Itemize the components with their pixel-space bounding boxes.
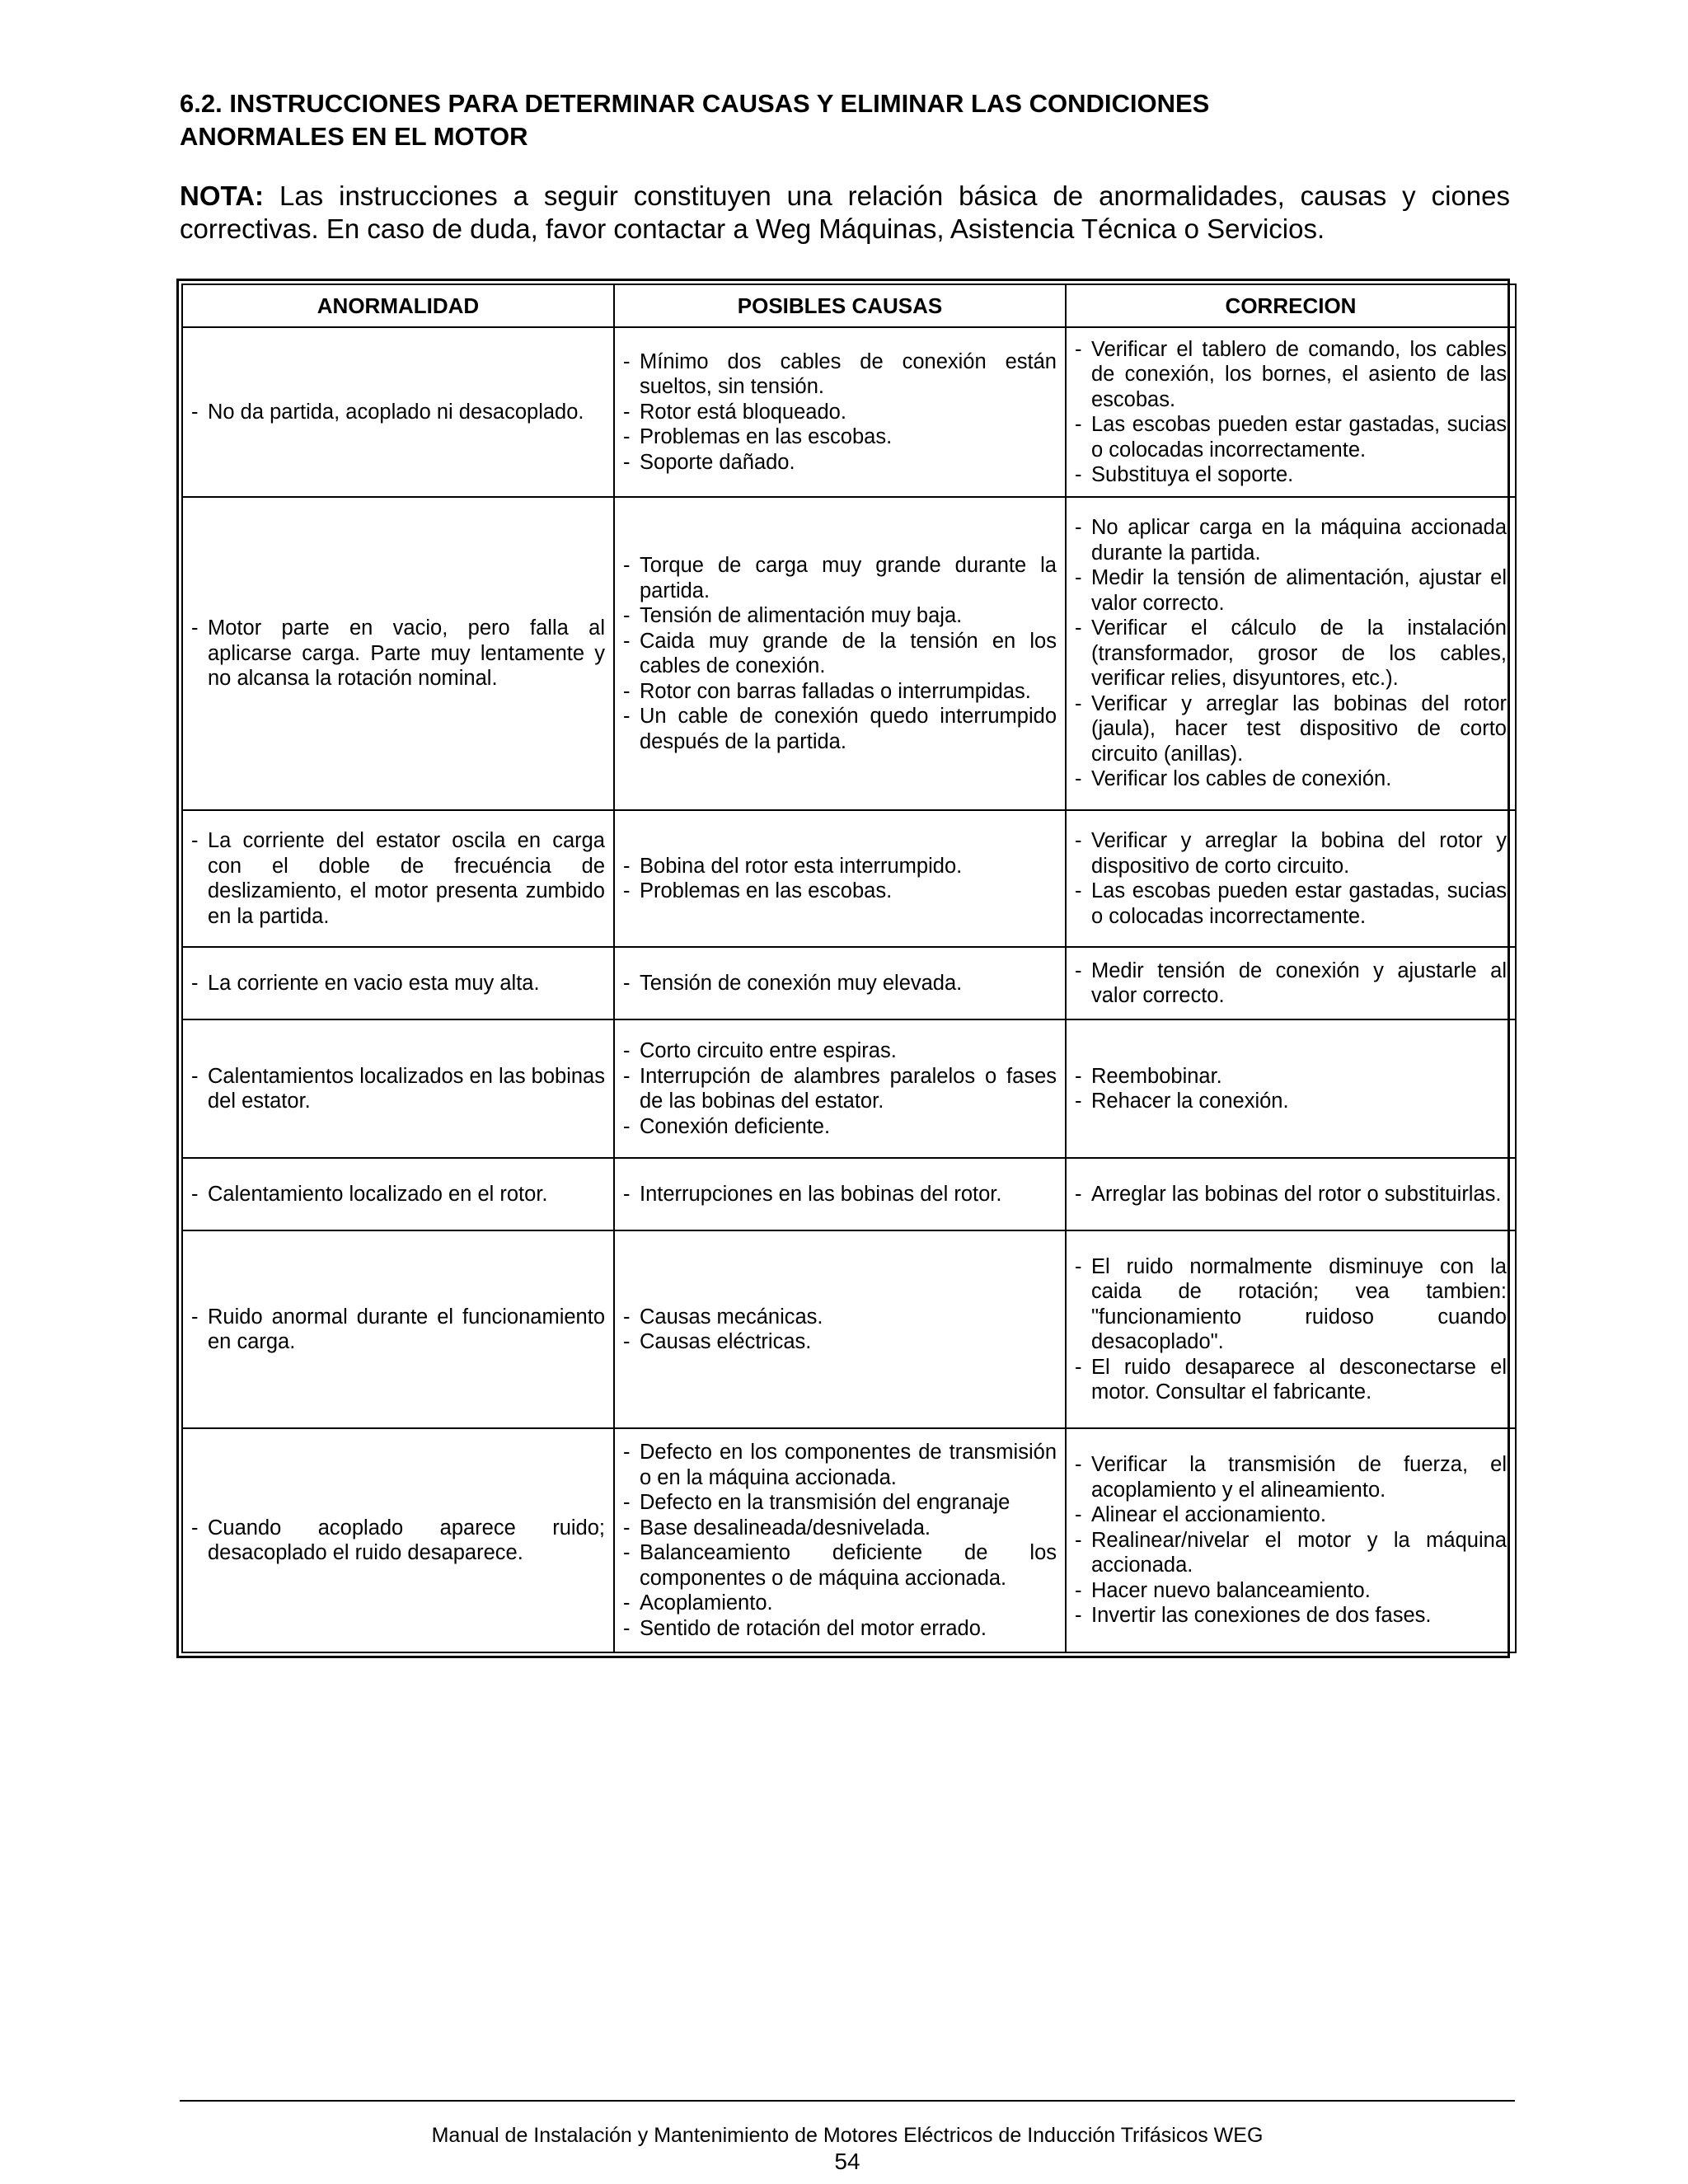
causes-item: - Acoplamiento. <box>623 1591 1057 1616</box>
troubleshooting-table-frame <box>176 279 1510 1658</box>
causes-list <box>623 553 1057 754</box>
causes-item: - Interrupciones en las bobinas del rotor. <box>623 1182 1057 1207</box>
causes-item: - Corto circuito entre espiras. <box>623 1038 1057 1064</box>
cell-causes <box>614 1230 1066 1428</box>
correction-list <box>1075 1064 1507 1114</box>
header-anomaly: ANORMALIDAD <box>182 284 614 327</box>
correction-item: - Verificar el tablero de comando, los cables de conexión, los bornes, el asiento de las escobas. <box>1075 337 1507 413</box>
cell-correction <box>1066 1019 1516 1158</box>
anomaly-item: - La corriente en vacio esta muy alta. <box>191 971 605 996</box>
correction-item: - Substituya el soporte. <box>1075 462 1507 488</box>
cell-causes <box>614 1019 1066 1158</box>
page-footer <box>180 2123 1515 2176</box>
correction-item: - Reembobinar. <box>1075 1064 1507 1090</box>
cell-correction <box>1066 497 1516 810</box>
header-causes: POSIBLES CAUSAS <box>614 284 1066 327</box>
causes-item: - Caida muy grande de la tensión en los cables de conexión. <box>623 629 1057 679</box>
cell-anomaly <box>182 497 614 810</box>
cell-correction <box>1066 327 1516 497</box>
causes-item: - Defecto en los componentes de transmisión o en la máquina accionada. <box>623 1440 1057 1490</box>
causes-item: - Torque de carga muy grande durante la partida. <box>623 553 1057 603</box>
table-row <box>182 327 1516 497</box>
cell-correction <box>1066 1428 1516 1652</box>
correction-item: - Medir la tensión de alimentación, ajustar el valor correcto. <box>1075 565 1507 616</box>
cell-correction <box>1066 1230 1516 1428</box>
causes-item: - Tensión de alimentación muy baja. <box>623 603 1057 629</box>
correction-list <box>1075 515 1507 792</box>
cell-causes <box>614 1158 1066 1230</box>
causes-item: - Balanceamiento deficiente de los componentes o de máquina accionada. <box>623 1540 1057 1591</box>
cell-causes <box>614 327 1066 497</box>
footer-divider <box>180 2100 1515 2102</box>
correction-list <box>1075 828 1507 929</box>
correction-item: - Realinear/nivelar el motor y la máquina accionada. <box>1075 1528 1507 1578</box>
anomaly-item: - La corriente del estator oscila en carga con el doble de frecuéncia de deslizamiento, el motor presenta zumbido en la partida. <box>191 828 605 929</box>
correction-list <box>1075 1452 1507 1629</box>
causes-item: - Defecto en la transmisión del engranaje <box>623 1490 1057 1516</box>
table-row <box>182 1230 1516 1428</box>
cell-anomaly <box>182 810 614 947</box>
causes-item: - Sentido de rotación del motor errado. <box>623 1616 1057 1642</box>
correction-item: - Arreglar las bobinas del rotor o substituirlas. <box>1075 1182 1507 1207</box>
cell-anomaly <box>182 947 614 1019</box>
cell-correction <box>1066 1158 1516 1230</box>
table-row <box>182 497 1516 810</box>
table-row <box>182 1019 1516 1158</box>
troubleshooting-table <box>181 284 1517 1653</box>
note-paragraph <box>180 180 1510 246</box>
anomaly-item: - Calentamiento localizado en el rotor. <box>191 1182 605 1207</box>
page-number: 54 <box>834 2149 860 2174</box>
anomaly-list <box>191 400 605 425</box>
causes-item: - Problemas en las escobas. <box>623 424 1057 450</box>
causes-item: - Interrupción de alambres paralelos o fases de las bobinas del estator. <box>623 1064 1057 1114</box>
correction-item: - Verificar los cables de conexión. <box>1075 766 1507 792</box>
causes-item: - Rotor con barras falladas o interrumpidas. <box>623 679 1057 705</box>
cell-causes <box>614 810 1066 947</box>
correction-item: - Verificar la transmisión de fuerza, el acoplamiento y el alineamiento. <box>1075 1452 1507 1502</box>
correction-list <box>1075 1254 1507 1405</box>
anomaly-list <box>191 971 605 996</box>
correction-item: - Las escobas pueden estar gastadas, sucias o colocadas incorrectamente. <box>1075 879 1507 929</box>
causes-item: - Base desalineada/desnivelada. <box>623 1516 1057 1541</box>
causes-item: - Rotor está bloqueado. <box>623 400 1057 425</box>
causes-list <box>623 1305 1057 1355</box>
cell-correction <box>1066 947 1516 1019</box>
causes-item: - Conexión deficiente. <box>623 1114 1057 1140</box>
causes-item: - Tensión de conexión muy elevada. <box>623 971 1057 996</box>
anomaly-item: - Calentamientos localizados en las bobinas del estator. <box>191 1064 605 1114</box>
correction-item: - Medir tensión de conexión y ajustarle al valor correcto. <box>1075 958 1507 1009</box>
table-header-row <box>182 284 1516 327</box>
anomaly-list <box>191 616 605 691</box>
causes-list <box>623 349 1057 476</box>
anomaly-list <box>191 828 605 929</box>
table-row <box>182 947 1516 1019</box>
table-row <box>182 810 1516 947</box>
table-row <box>182 1428 1516 1652</box>
causes-item: - Mínimo dos cables de conexión están sueltos, sin tensión. <box>623 349 1057 400</box>
cell-anomaly <box>182 1158 614 1230</box>
header-correction: CORRECION <box>1066 284 1516 327</box>
causes-item: - Bobina del rotor esta interrumpido. <box>623 854 1057 879</box>
anomaly-list <box>191 1516 605 1566</box>
correction-item: - Rehacer la conexión. <box>1075 1089 1507 1114</box>
correction-item: - Invertir las conexiones de dos fases. <box>1075 1603 1507 1629</box>
causes-item: - Problemas en las escobas. <box>623 879 1057 904</box>
table-row <box>182 1158 1516 1230</box>
causes-item: - Causas mecánicas. <box>623 1305 1057 1330</box>
correction-item: - El ruido desaparece al desconectarse el motor. Consultar el fabricante. <box>1075 1355 1507 1405</box>
correction-item: - Verificar el cálculo de la instalación (transformador, grosor de los cables, verificar relies, disyuntores, etc.). <box>1075 616 1507 691</box>
section-heading <box>180 87 1515 153</box>
correction-item: - El ruido normalmente disminuye con la caida de rotación; vea tambien: "funcionamiento ruidoso cuando desacoplado". <box>1075 1254 1507 1355</box>
anomaly-list <box>191 1182 605 1207</box>
section-heading-line-1: 6.2. INSTRUCCIONES PARA DETERMINAR CAUSAS Y ELIMINAR LAS CONDICIONES <box>180 89 1210 118</box>
causes-item: - Causas eléctricas. <box>623 1329 1057 1355</box>
causes-item: - Soporte dañado. <box>623 450 1057 476</box>
anomaly-list <box>191 1064 605 1114</box>
causes-list <box>623 1182 1057 1207</box>
correction-item: - Verificar y arreglar la bobina del rotor y dispositivo de corto circuito. <box>1075 828 1507 879</box>
anomaly-item: - Cuando acoplado aparece ruido; desacoplado el ruido desaparece. <box>191 1516 605 1566</box>
causes-list <box>623 854 1057 904</box>
correction-item: - Verificar y arreglar las bobinas del rotor (jaula), hacer test dispositivo de corto circuito (anillas). <box>1075 691 1507 767</box>
footer-title: Manual de Instalación y Mantenimiento de Motores Eléctricos de Inducción Trifásicos WEG <box>431 2124 1264 2147</box>
correction-list <box>1075 958 1507 1009</box>
causes-list <box>623 1038 1057 1139</box>
cell-correction <box>1066 810 1516 947</box>
note-label: NOTA: <box>180 180 265 211</box>
note-text: Las instrucciones a seguir constituyen una relación básica de anormalidades, causas y ciones correctivas. En caso de duda, favor contactar a Weg Máquinas, Asistencia Técnica o Servicios. <box>180 180 1510 244</box>
correction-item: - No aplicar carga en la máquina accionada durante la partida. <box>1075 515 1507 565</box>
cell-anomaly <box>182 1230 614 1428</box>
cell-anomaly <box>182 1019 614 1158</box>
causes-list <box>623 971 1057 996</box>
correction-list <box>1075 1182 1507 1207</box>
cell-anomaly <box>182 327 614 497</box>
anomaly-item: - Motor parte en vacio, pero falla al aplicarse carga. Parte muy lentamente y no alcansa la rotación nominal. <box>191 616 605 691</box>
cell-anomaly <box>182 1428 614 1652</box>
correction-list <box>1075 337 1507 488</box>
cell-causes <box>614 1428 1066 1652</box>
correction-item: - Las escobas pueden estar gastadas, sucias o colocadas incorrectamente. <box>1075 412 1507 462</box>
causes-item: - Un cable de conexión quedo interrumpido después de la partida. <box>623 704 1057 754</box>
anomaly-item: - No da partida, acoplado ni desacoplado. <box>191 400 605 425</box>
anomaly-item: - Ruido anormal durante el funcionamiento en carga. <box>191 1305 605 1355</box>
correction-item: - Hacer nuevo balanceamiento. <box>1075 1578 1507 1604</box>
table-body <box>182 327 1516 1652</box>
cell-causes <box>614 947 1066 1019</box>
section-heading-line-2: ANORMALES EN EL MOTOR <box>180 122 528 151</box>
correction-item: - Alinear el accionamiento. <box>1075 1502 1507 1528</box>
cell-causes <box>614 497 1066 810</box>
anomaly-list <box>191 1305 605 1355</box>
causes-list <box>623 1440 1057 1641</box>
